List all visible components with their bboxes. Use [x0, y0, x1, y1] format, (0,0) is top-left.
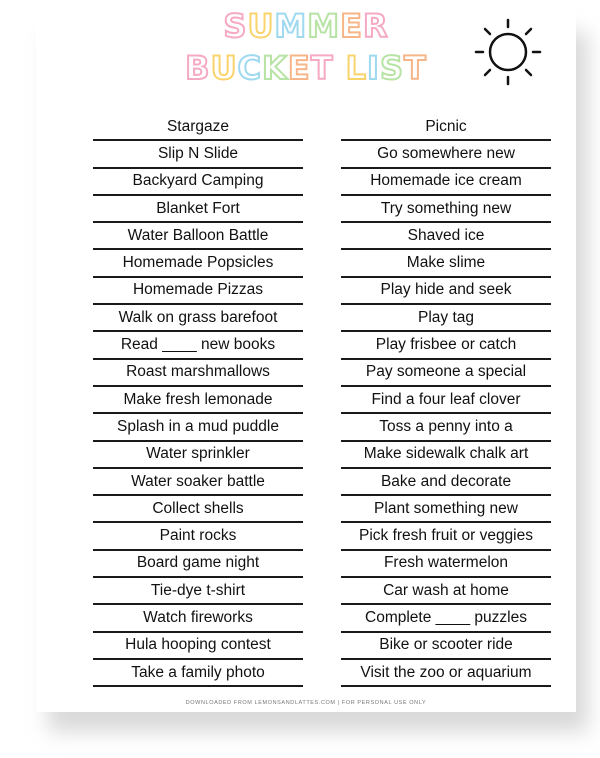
sun-icon — [472, 16, 544, 88]
bucket-list-item: Picnic — [341, 114, 551, 141]
title-letter: S — [223, 7, 248, 45]
bucket-list-item: Hula hooping contest — [93, 633, 303, 660]
bucket-list-item: Play tag — [341, 305, 551, 332]
title-letter: K — [262, 49, 288, 87]
bucket-list-item: Splash in a mud puddle — [93, 414, 303, 441]
bucket-list-item: Walk on grass barefoot — [93, 305, 303, 332]
bucket-list-item: Blanket Fort — [93, 196, 303, 223]
bucket-list-item: Pay someone a special — [341, 360, 551, 387]
title-letter: T — [310, 49, 334, 87]
bucket-list-item: Water sprinkler — [93, 442, 303, 469]
bucket-list-item: Bake and decorate — [341, 469, 551, 496]
bucket-list-item: Play hide and seek — [341, 278, 551, 305]
bucket-list-item: Car wash at home — [341, 578, 551, 605]
footer-note: DOWNLOADED FROM LEMONSANDLATTES.COM | FOR PERSONAL USE ONLY — [185, 700, 427, 706]
bucket-list-item: Water Balloon Battle — [93, 223, 303, 250]
bucket-list-item: Homemade Pizzas — [93, 278, 303, 305]
bucket-list-item: Backyard Camping — [93, 169, 303, 196]
title-letter: L — [345, 49, 368, 87]
bucket-list-item: Pick fresh fruit or veggies — [341, 523, 551, 550]
title-letter: M — [274, 7, 308, 45]
bucket-list-item: Stargaze — [93, 114, 303, 141]
title-letter: B — [185, 49, 211, 87]
title-letter: U — [210, 49, 238, 87]
bucket-list-item: Toss a penny into a — [341, 414, 551, 441]
title-letter: U — [247, 7, 275, 45]
bucket-list-item: Visit the zoo or aquarium — [341, 660, 551, 687]
title-letter — [334, 49, 346, 87]
bucket-list-item: Paint rocks — [93, 523, 303, 550]
bucket-list-item: Make fresh lemonade — [93, 387, 303, 414]
bucket-list-item: Make slime — [341, 250, 551, 277]
bucket-list-item: Play frisbee or catch — [341, 332, 551, 359]
bucket-list-item: Shaved ice — [341, 223, 551, 250]
right-checklist-column — [341, 114, 551, 687]
title-letter: M — [307, 7, 341, 45]
title-letter: S — [379, 49, 404, 87]
bucket-list-item: Take a family photo — [93, 660, 303, 687]
title-letter: I — [367, 49, 380, 87]
bucket-list-item: Water soaker battle — [93, 469, 303, 496]
bucket-list-item: Board game night — [93, 551, 303, 578]
bucket-list-item: Try something new — [341, 196, 551, 223]
bucket-list-item: Read ____ new books — [93, 332, 303, 359]
left-checklist-column — [93, 114, 303, 687]
bucket-list-item: Slip N Slide — [93, 141, 303, 168]
bucket-list-item: Fresh watermelon — [341, 551, 551, 578]
bucket-list-item: Complete ____ puzzles — [341, 605, 551, 632]
printable-page — [36, 6, 576, 712]
bucket-list-item: Tie-dye t-shirt — [93, 578, 303, 605]
bucket-list-item: Roast marshmallows — [93, 360, 303, 387]
bucket-list-item: Plant something new — [341, 496, 551, 523]
bucket-list-item: Collect shells — [93, 496, 303, 523]
bucket-list-item: Find a four leaf clover — [341, 387, 551, 414]
bucket-list-item: Homemade Popsicles — [93, 250, 303, 277]
title-letter: R — [362, 7, 389, 45]
bucket-list-item: Make sidewalk chalk art — [341, 442, 551, 469]
title-letter: E — [287, 49, 311, 87]
title-letter: T — [404, 49, 427, 87]
title-letter: C — [237, 49, 263, 87]
bucket-list-item: Watch fireworks — [93, 605, 303, 632]
bucket-list-item: Bike or scooter ride — [341, 633, 551, 660]
title-letter: E — [340, 7, 363, 45]
bucket-list-item: Homemade ice cream — [341, 169, 551, 196]
bucket-list-item: Go somewhere new — [341, 141, 551, 168]
